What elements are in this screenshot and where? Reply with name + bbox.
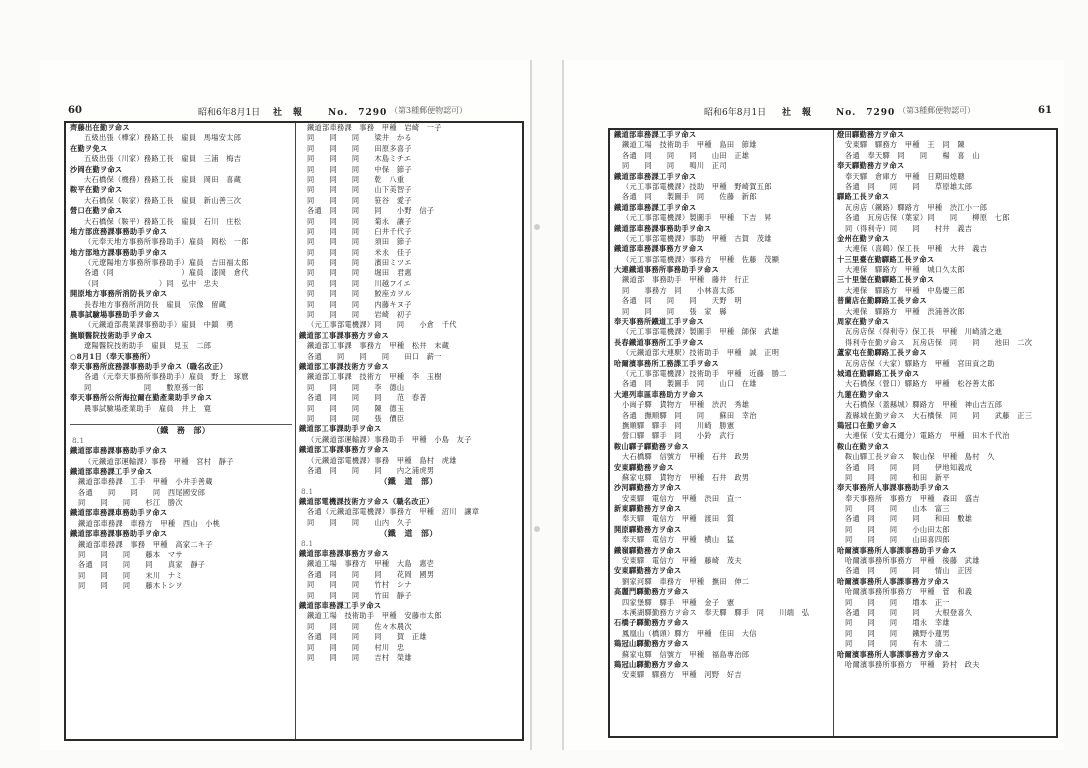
- text-line: 大石橋驛 信號方 甲種 石井 政男: [622, 452, 750, 462]
- text-column: [299, 123, 518, 739]
- order-line: 在勤ヲ免ス: [70, 143, 108, 153]
- page-number: 61: [1038, 105, 1052, 116]
- text-line: 同（得利寺）同 同 村井 義吉: [845, 223, 973, 233]
- text-line: （元工事部電機課）製圖手 甲種 師保 武雄: [622, 327, 780, 337]
- order-line: 地方部地方課事務助手ヲ命ス: [70, 247, 168, 257]
- order-line: 開原地方事務所消防長ヲ命ス: [70, 289, 168, 299]
- text-line: 同 同 同 竹田 靜子: [307, 590, 412, 600]
- text-line: 各通 同 同 同 天野 明: [622, 296, 742, 306]
- text-line: 哈爾濱事務所事務方 甲種 菅 和義: [845, 587, 973, 597]
- text-line: 同 同 同 岩崎 初子: [307, 310, 412, 320]
- text-line: 各通 同 製圖手 同 佐藤 新郎: [622, 192, 757, 202]
- text-line: 各通 撫順驛 同 同 蘇田 幸治: [622, 410, 757, 420]
- text-line: 同 同 同 臼井千代子: [307, 226, 412, 236]
- text-line: 本溪湖驛勤務方ヲ命ス 奉天驛 驛手 同 川端 弘: [622, 607, 810, 617]
- order-line: 鐵道部車務課事務方ヲ命ス: [299, 549, 389, 559]
- order-line: 鐵道部電機課技術方ヲ命ス（職名改正）: [299, 497, 434, 507]
- text-line: （元工事部電機課）同 同 小倉 千代: [307, 320, 457, 330]
- order-line: 鐵道部車務課事務方ヲ命ス: [614, 244, 704, 254]
- order-line: ○8月1日（奉天事務所）: [70, 351, 155, 361]
- text-line: 同 同 同 米永 佳子: [307, 247, 412, 257]
- text-line: 營口驛 驛手 同 小鈴 武行: [622, 431, 735, 441]
- text-line: 同 同 同 山内 久子: [307, 517, 412, 527]
- text-line: 五級出張（川家）務路工長 雇員 三浦 梅吉: [84, 154, 242, 164]
- text-line: 同 同 同 山田喜四郎: [845, 535, 950, 545]
- text-line: 鐵道部 事務助手 甲種 藤井 行正: [622, 275, 750, 285]
- text-line: 同 同 同 増本 正一: [845, 597, 950, 607]
- issue-date: 昭和6年8月1日: [704, 108, 767, 118]
- text-line: 各通 同 同 同 和田 數雄: [845, 514, 973, 524]
- text-line: 鐵道工場 技術助手 甲種 島田 節雄: [622, 140, 757, 150]
- text-line: （元鐵道部運輸課）事務 甲種 宮村 靜子: [84, 456, 234, 466]
- order-line: 高麗門驛勤務方ヲ命ス: [614, 587, 689, 597]
- text-line: 同 同 同 陳 德玉: [307, 403, 405, 413]
- text-line: 鐵道部車務課 事務 甲種 岩崎 一子: [307, 123, 442, 132]
- binding-hole: [534, 224, 540, 230]
- text-line: 瓦房店（鐵路）驛路方 甲種 渋江小一郎: [845, 202, 988, 212]
- text-line: 奉天驛 電信方 甲種 横山 猛: [622, 535, 735, 545]
- text-line: 同 同 同 小山田太郎: [845, 524, 950, 534]
- order-line: 鐵道部車務課事務助手ヲ命ス: [70, 529, 168, 539]
- page-header: [614, 105, 1054, 119]
- issue-number: No. 7290: [836, 108, 896, 118]
- text-line: （元鐵道部大連駅）技術助手 甲種 誠 正明: [622, 348, 780, 358]
- text-line: （元工事部電機課）技助 甲種 野崎賀五郎: [622, 181, 772, 191]
- text-line: 各通 同 同 同 田口 薪一: [307, 351, 442, 361]
- text-line: 同 同 同 末川 ナミ: [78, 570, 183, 580]
- text-line: 鐵道工場 技術助手 甲種 安藤市太郎: [307, 611, 442, 621]
- order-line: 城通在勤驛路工長ヲ命ス: [837, 368, 920, 378]
- text-line: 各通 瓦房店保（葉家）同 同 柳原 七郎: [845, 213, 1010, 223]
- text-line: 鐵道工場 事務方 甲種 大島 惠壱: [307, 559, 435, 569]
- order-line: 蘆家屯在勤驛路工長ヲ命ス: [837, 348, 927, 358]
- order-line: 安東驛勤務方ヲ命ス: [614, 566, 682, 576]
- text-line: 同 同 同 川越フイエ: [307, 278, 411, 288]
- text-line: 各通（元奉天事務所事務助手）雇員 野上 琢麿: [84, 372, 249, 382]
- order-line: 奉天事務所人事課事務助手ヲ命ス: [837, 483, 950, 493]
- article-frame: [64, 121, 524, 741]
- text-line: 同 同 同 堀田 君惠: [307, 268, 412, 278]
- text-line: 同 同 同 鳴川 正司: [622, 161, 727, 171]
- text-line: 蘇家屯驛 貨物方 甲種 石井 政男: [622, 472, 750, 482]
- text-line: 安東驛 驛務方 甲種 河野 好吉: [622, 670, 742, 680]
- order-line: 周家在勤ヲ命ス: [837, 317, 890, 327]
- order-line: 奉天驛勤務方ヲ命ス: [837, 161, 905, 171]
- left-page: [40, 60, 532, 750]
- order-line: 鞍山在勤ヲ命ス: [837, 441, 890, 451]
- order-line: 撫順醫院技術助手ヲ命ス: [70, 330, 153, 340]
- text-line: 同 同 同 村川 忠: [307, 642, 405, 652]
- order-line: 鐵道部工事課事務方ヲ命ス: [299, 445, 389, 455]
- order-line: 鶏冠口在勤ヲ命ス: [837, 420, 897, 430]
- text-line: 大石橋保（營口）驛路方 甲種 松谷善太郎: [845, 379, 995, 389]
- order-line: 金州在勤ヲ命ス: [837, 233, 890, 243]
- column-divider: [295, 123, 296, 739]
- paper-title: 社 報: [273, 108, 304, 118]
- order-line: 地方部庶務課事務助手ヲ命ス: [70, 226, 168, 236]
- order-line: 哈爾濱事務所人事課事務方ヲ命ス: [837, 649, 950, 659]
- text-line: 同 同 同 木島ミチエ: [307, 154, 412, 164]
- column-divider: [833, 130, 834, 736]
- order-line: 驛路工長ヲ命ス: [837, 192, 890, 202]
- order-line: 鐵道部車務課工手ヲ命ス: [614, 202, 697, 212]
- text-line: 各通 同 同 同 真家 靜子: [78, 560, 206, 570]
- text-line: 瓦房店保（得利寺）保工長 甲種 川崎清之進: [845, 327, 1003, 337]
- text-line: （同 ）同 弘中 忠夫: [84, 278, 219, 288]
- section-heading: （鐵 道 部）: [379, 528, 438, 539]
- order-line: 鐵道部工事課技術方ヲ命ス: [299, 361, 389, 371]
- text-line: 同 同 同 梁井 かる: [307, 133, 412, 143]
- text-line: 長春地方事務所消防長 雇員 宗像 留蔵: [84, 299, 227, 309]
- text-line: 同 同 同 増永 幸雄: [845, 618, 950, 628]
- text-line: 同 同 同 田原多喜子: [307, 143, 412, 153]
- text-line: 各通 同 同 同 范 春普: [307, 393, 427, 403]
- text-line: （元鐵道部農業課事務助手）雇員 中鎮 勇: [84, 320, 234, 330]
- text-line: 同 同 同 杉江 勝次: [78, 498, 183, 508]
- text-line: 大石橋保（鞍家）務路工長 雇員 新山善三次: [84, 195, 242, 205]
- text-line: 同 同 同 鐵野小蓮男: [845, 628, 950, 638]
- text-line: （元工事部電機課）事務方 甲種 佐藤 茂顯: [622, 254, 780, 264]
- text-line: 安東驛 驛務方 甲種 王 同 陳: [845, 140, 965, 150]
- text-column: [614, 130, 830, 736]
- text-line: 同 同 同 和田 新平: [845, 472, 950, 482]
- order-line: 三十里堡在勤驛路工長ヲ命ス: [837, 275, 935, 285]
- order-line: 哈爾濱事務所人事課事務助手ヲ命ス: [837, 545, 957, 555]
- text-line: 同 同 同 張 家 縣: [622, 306, 727, 316]
- text-line: （元鐵道部運輸課）事務助手 甲種 小島 友子: [307, 434, 472, 444]
- text-line: 同 同 同 乾 八重: [307, 174, 405, 184]
- binding-hole: [534, 526, 540, 532]
- text-line: 大連保 驛路方 甲種 城口久太郎: [845, 265, 965, 275]
- text-column: [837, 130, 1052, 736]
- text-line: 各通 同 同 同 賀 正雄: [307, 632, 427, 642]
- order-line: 新東驛勤務方ヲ命ス: [614, 504, 682, 514]
- text-line: 各通 同 同 同 伊地知義成: [845, 462, 973, 472]
- text-line: 哈爾濱事務所事務方 甲種 鈴村 政夫: [845, 659, 980, 669]
- order-line: 鞍山驛子驛勤務ヲ命ス: [614, 441, 689, 451]
- order-line: 鐵道部車務課事務助手ヲ命ス: [70, 446, 168, 456]
- text-column: [70, 123, 292, 739]
- text-line: 同 同 同 須田 節子: [307, 237, 412, 247]
- issue-date: 昭和6年8月1日: [198, 108, 261, 118]
- text-line: 各通（同 ）雇員 漆岡 倉代: [84, 268, 249, 278]
- text-line: 撫順驛 驛手 同 川崎 勝憲: [622, 420, 735, 430]
- postal-note: （第3種郵便物認可）: [390, 106, 468, 115]
- text-line: （元工事部電機課）製圖手 甲種 下吉 昇: [622, 213, 772, 223]
- order-line: 奉天事務所鐵道工手ヲ命ス: [614, 317, 704, 327]
- text-line: 鞍山驛工長ヲ命ス 鞍山保 甲種 島村 久: [845, 452, 995, 462]
- text-line: 小崗子驛 貨物方 甲種 渋沢 秀雄: [622, 400, 750, 410]
- order-line: 鐵道部車務課工手ヲ命ス: [614, 130, 697, 139]
- text-line: 鐵道部車務課 工手 甲種 小井手善蔵: [78, 477, 213, 487]
- order-line: 鶏冠山驛勤務方ヲ命ス: [614, 639, 689, 649]
- order-line: 開原驛勤務方ヲ命ス: [614, 524, 682, 534]
- section-heading: （鐵 道 部）: [379, 476, 438, 487]
- text-line: 8.1: [72, 435, 85, 445]
- text-line: 大石橋保（鞍平）務路工長 雇員 石川 庄松: [84, 216, 242, 226]
- text-line: 鐵道部車務課 事務 甲種 高家二キ子: [78, 539, 213, 549]
- text-line: 同 同 同 山下美智子: [307, 185, 412, 195]
- text-line: 瓦房店保（大家）驛路方 甲種 宮田貢之助: [845, 358, 995, 368]
- text-line: （元遼陽地方事務所事務助手）雇員 吉田福太郎: [84, 258, 249, 268]
- text-line: 同 同 同 藤木トシヲ: [78, 581, 183, 591]
- text-line: 同 同 同 張 價臣: [307, 413, 405, 423]
- order-line: 普蘭店在勤驛路工長ヲ命ス: [837, 296, 927, 306]
- text-line: 8.1: [301, 486, 314, 496]
- order-line: 齊藤出在勤ヲ命ス: [70, 123, 130, 132]
- order-line: 鐵道部車務課工手ヲ命ス: [614, 171, 697, 181]
- text-line: 同 同 同 笹谷 愛子: [307, 195, 412, 205]
- text-line: 同 同 同 内藤キヌ子: [307, 299, 412, 309]
- text-line: （元工事部電機課）技術助手 甲種 近藤 勝二: [622, 368, 787, 378]
- text-line: 安東驛 電信方 甲種 渋田 直一: [622, 493, 742, 503]
- order-line: 大連列車區車務助方ヲ命ス: [614, 389, 704, 399]
- text-line: 各通 同 同 同 山田 正雄: [622, 150, 750, 160]
- text-line: 大石橋保（蓋縣城）驛路方 甲種 神山吉五郎: [845, 400, 1003, 410]
- order-line: 鐵道部工事課助手ヲ命ス: [299, 424, 382, 434]
- text-line: 同 同 同 菊永 讓子: [307, 216, 412, 226]
- text-line: 各通 同 同 同 花岡 國男: [307, 569, 435, 579]
- order-line: 鐵嶺驛勤務方ヲ命ス: [614, 545, 682, 555]
- text-line: 同 同 同 濱田ミツエ: [307, 258, 412, 268]
- order-line: 十三里臺在勤驛路工長ヲ命ス: [837, 254, 935, 264]
- order-line: 燈田驛勤務方ヲ命ス: [837, 130, 905, 139]
- order-line: 安東驛勤務ヲ命ス: [614, 462, 674, 472]
- text-line: 各通 同 同 同 大根登喜久: [845, 607, 973, 617]
- issue-number: No. 7290: [328, 108, 388, 118]
- order-line: 哈爾濱事務所人事課事務方ヲ命ス: [837, 576, 950, 586]
- text-line: 四家堡驛 驛手 甲種 金子 憲: [622, 597, 735, 607]
- postal-note: （第3種郵便物認可）: [898, 106, 976, 115]
- text-line: 安東驛 電信方 甲種 藤崎 茂夫: [622, 556, 742, 566]
- text-line: 同 同 同 鮫座カヲル: [307, 289, 412, 299]
- order-line: 長春鐵道事務所工手ヲ命ス: [614, 337, 704, 347]
- text-line: 同 同 同 李 德山: [307, 382, 405, 392]
- text-line: 哈爾濱事務所事務方 甲種 後藤 武雄: [845, 556, 980, 566]
- text-line: 各通 同 同 同 西尾國安郎: [78, 487, 206, 497]
- order-line: 鐵道部車務課事務助手ヲ命ス: [614, 223, 712, 233]
- text-line: 得利寺在勤ヲ命ス 瓦房店保 同 同 池田 二次: [845, 337, 1033, 347]
- text-line: 各通 奉天驛 同 同 楊 喜 山: [845, 150, 980, 160]
- text-line: 奉天事務所 事務方 甲種 森田 盛吉: [845, 493, 980, 503]
- order-line: 農事試驗場事務助手ヲ命ス: [70, 310, 160, 320]
- text-line: 農事試驗場產業助手 雇員 井上 寛: [84, 403, 212, 413]
- text-line: 鐵道部工事課 事務方 甲種 松井 末蔵: [307, 341, 450, 351]
- text-line: 五級出張（樺家）務路工長 雇員 馬場安太郎: [84, 133, 242, 143]
- text-line: 蓋縣城在勤ヲ命ス 大石橋保 同 同 武藤 正三: [845, 410, 1033, 420]
- text-line: 大連保（安太石繩分）電路方 甲種 田木千代治: [845, 431, 1010, 441]
- paper-title: 社 報: [782, 108, 813, 118]
- text-line: 各通 同 同 同 情山 正因: [845, 566, 973, 576]
- text-line: 同 同 同 中保 節子: [307, 164, 412, 174]
- text-line: 鳳凰山（橋頭）驛方 甲種 佳田 大信: [622, 628, 757, 638]
- order-line: 石橋子驛勤務方ヲ命ス: [614, 618, 689, 628]
- text-line: （元奉天地方事務所事務助手）雇員 岡松 一郎: [84, 237, 249, 247]
- order-line: 鐵道部工事課事務方ヲ命ス: [299, 330, 389, 340]
- text-line: 大連保 驛路方 甲種 中島慶三郎: [845, 285, 965, 295]
- text-line: （元鐵道部電機課）事務 甲種 島村 虎雄: [307, 455, 457, 465]
- text-line: 8.1: [301, 538, 314, 548]
- text-line: 各通 同 同 同 小野 信子: [307, 206, 435, 216]
- text-line: 大石橋保（機務）務路工長 雇員 岡田 喜蔵: [84, 174, 242, 184]
- text-line: 同 同 同 佐々木農次: [307, 621, 412, 631]
- text-line: 各通 同 製圖手 同 山口 在雄: [622, 379, 757, 389]
- page-header: [68, 105, 520, 119]
- text-line: 奉天驛 電信方 甲種 渡田 質: [622, 514, 735, 524]
- order-line: 哈爾濱事務所工務課工手ヲ命ス: [614, 358, 719, 368]
- text-line: 各通 同 同 同 草原雄太郎: [845, 181, 973, 191]
- order-line: 鐵道部車務課工手ヲ命ス: [299, 600, 382, 610]
- article-frame: [608, 128, 1058, 738]
- order-line: 奉天事務所庶務課事務助手ヲ命ス（職名改正）: [70, 361, 228, 371]
- text-line: 同 事務方 同 小林喜太郎: [622, 285, 735, 295]
- section-heading: （鐵 務 部）: [151, 425, 211, 436]
- order-line: 大連鐵道事務所事務助手ヲ命ス: [614, 265, 719, 275]
- text-line: 鐵道部工事課 技術方 甲種 李 玉樹: [307, 372, 442, 382]
- text-line: 鐵道部車務課 車務方 甲種 西山 小桃: [78, 518, 221, 528]
- text-line: 同 同 同 竹村 シナ: [307, 580, 412, 590]
- text-line: 同 同 同 有木 清二: [845, 639, 950, 649]
- text-line: （元工事部電機課）事助 甲種 古賀 茂雄: [622, 233, 772, 243]
- text-line: 蘇家屯驛 信號方 甲種 福島專治郎: [622, 649, 750, 659]
- text-line: 大連保 驛路方 甲種 渋浦善次郎: [845, 306, 965, 316]
- text-line: 奉天驛 倉庫方 甲種 日期田煌聰: [845, 171, 965, 181]
- text-line: 同 同 同 藤本 マサ: [78, 550, 183, 560]
- text-line: 遼陽醫院技術助手 雇員 見玉 二郎: [84, 341, 212, 351]
- text-line: 劉家河驛 車務方 甲種 撫田 伸二: [622, 576, 750, 586]
- text-line: 同 同 同 山本 富三: [845, 504, 950, 514]
- text-line: 各通（元鐵道部電機課）事務方 甲種 沼川 讓章: [307, 507, 480, 517]
- order-line: 沙河驛勤務方ヲ命ス: [614, 483, 682, 493]
- text-line: 大連保（喜鶴）保工長 甲種 大井 義吉: [845, 244, 988, 254]
- text-line: [70, 414, 292, 425]
- order-line: 奉天事務所公所海拉爾在勤產業助手ヲ命ス: [70, 393, 213, 403]
- order-line: 鶏冠山驛勤務方ヲ命ス: [614, 659, 689, 669]
- text-line: 同 同 數原孫一郎: [84, 382, 204, 392]
- text-line: 同 同 同 吉村 榮雄: [307, 652, 412, 662]
- order-line: 鞍平在勤ヲ命ス: [70, 185, 123, 195]
- order-line: 鐵道部車務課車務助手ヲ命ス: [70, 508, 168, 518]
- right-page: [562, 60, 1064, 750]
- order-line: 鐵道部車務課工手ヲ命ス: [70, 466, 153, 476]
- text-line: 各通 同 同 同 内之浦虎男: [307, 465, 435, 475]
- order-line: 營口在勤ヲ命ス: [70, 206, 123, 216]
- page-number: 60: [68, 105, 82, 116]
- order-line: 沙岡在勤ヲ命ス: [70, 164, 123, 174]
- order-line: 九蓮在勤ヲ命ス: [837, 389, 890, 399]
